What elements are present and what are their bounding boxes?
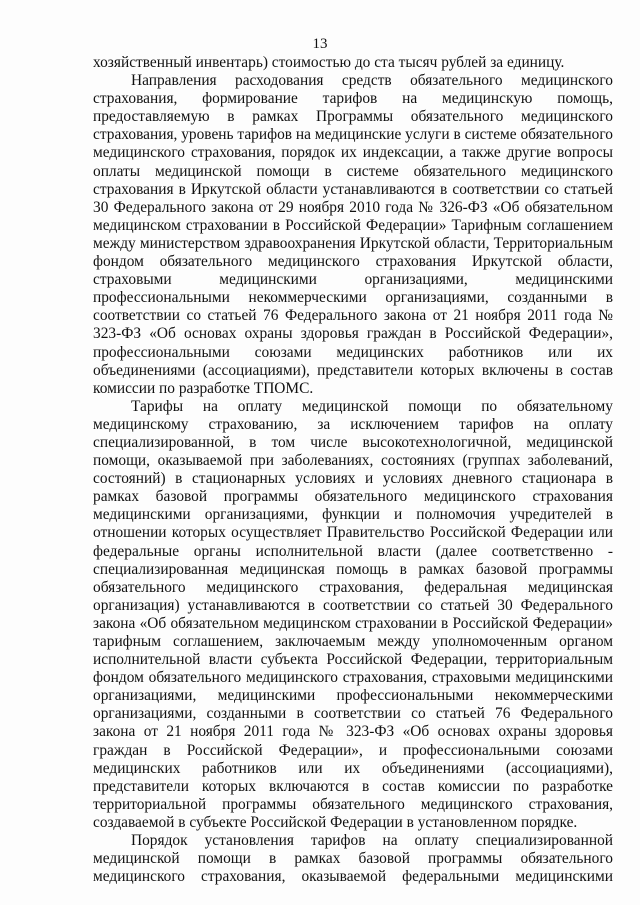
- page-number: 13: [312, 36, 328, 52]
- paragraph-expenditure-directions: Направления расходования средств обязательного медицинского страхования, формирование тарифов на медицинскую помощь, предоставляемую в рамках Программы обязательного медицинского страхования, уровень тарифов на медицинские услуги в системе обязательного медицинского страхования, порядок их индексации, а также другие вопросы оплаты медицинской помощи в системе обязательного медицинского страхования в Иркутской области устанавливаются в соответствии со статьей 30 Федерального закона от 29 ноября 2010 года № 326-ФЗ «Об обязательном медицинском страховании в Российской Федерации» Тарифным соглашением между министерством здравоохранения Иркутской области, Территориальным фондом обязательного медицинского страхования Иркутской области, страховыми медицинскими организациями, медицинскими профессиональными некоммерческими организациями, созданными в соответствии со статьей 76 Федерального закона от 21 ноября 2011 года № 323-ФЗ «Об основах охраны здоровья граждан в Российской Федерации», профессиональными союзами медицинских работников или их объединениями (ассоциациями), представители которых включены в состав комиссии по разработке ТПОМС.: [93, 72, 613, 397]
- paragraph-tariffs: Тарифы на оплату медицинской помощи по обязательному медицинскому страхованию, за исключением тарифов на оплату специализированной, в том числе высокотехнологичной, медицинской помощи, оказываемой при заболеваниях, состояниях (группах заболеваний, состояний) в стационарных условиях и условиях дневного стационара в рамках базовой программы обязательного медицинского страхования медицинскими организациями, функции и полномочия учредителей в отношении которых осуществляет Правительство Российской Федерации или федеральные органы исполнительной власти (далее соответственно - специализированная медицинская помощь в рамках базовой программы обязательного медицинского страхования, федеральная медицинская организация) устанавливаются в соответствии со статьей 30 Федерального закона «Об обязательном медицинском страховании в Российской Федерации» тарифным соглашением, заключаемым между уполномоченным органом исполнительной власти субъекта Российской Федерации, территориальным фондом обязательного медицинского страхования, страховыми медицинскими организациями, медицинскими профессиональными некоммерческими организациями, созданными в соответствии со статьей 76 Федерального закона от 21 ноября 2011 года № 323-ФЗ «Об основах охраны здоровья граждан в Российской Федерации», и профессиональными союзами медицинских работников или их объединениями (ассоциациями), представители которых включаются в состав комиссии по разработке территориальной программы обязательного медицинского страхования, создаваемой в субъекте Российской Федерации в установленном порядке.: [93, 397, 613, 831]
- body-text: [93, 54, 613, 886]
- paragraph-tariff-procedure: Порядок установления тарифов на оплату специализированной медицинской помощи в рамках базовой программы обязательного медицинского страхования, оказываемой федеральными медицинскими: [93, 832, 613, 886]
- paragraph-continuation: хозяйственный инвентарь) стоимостью до ста тысяч рублей за единицу.: [93, 54, 565, 71]
